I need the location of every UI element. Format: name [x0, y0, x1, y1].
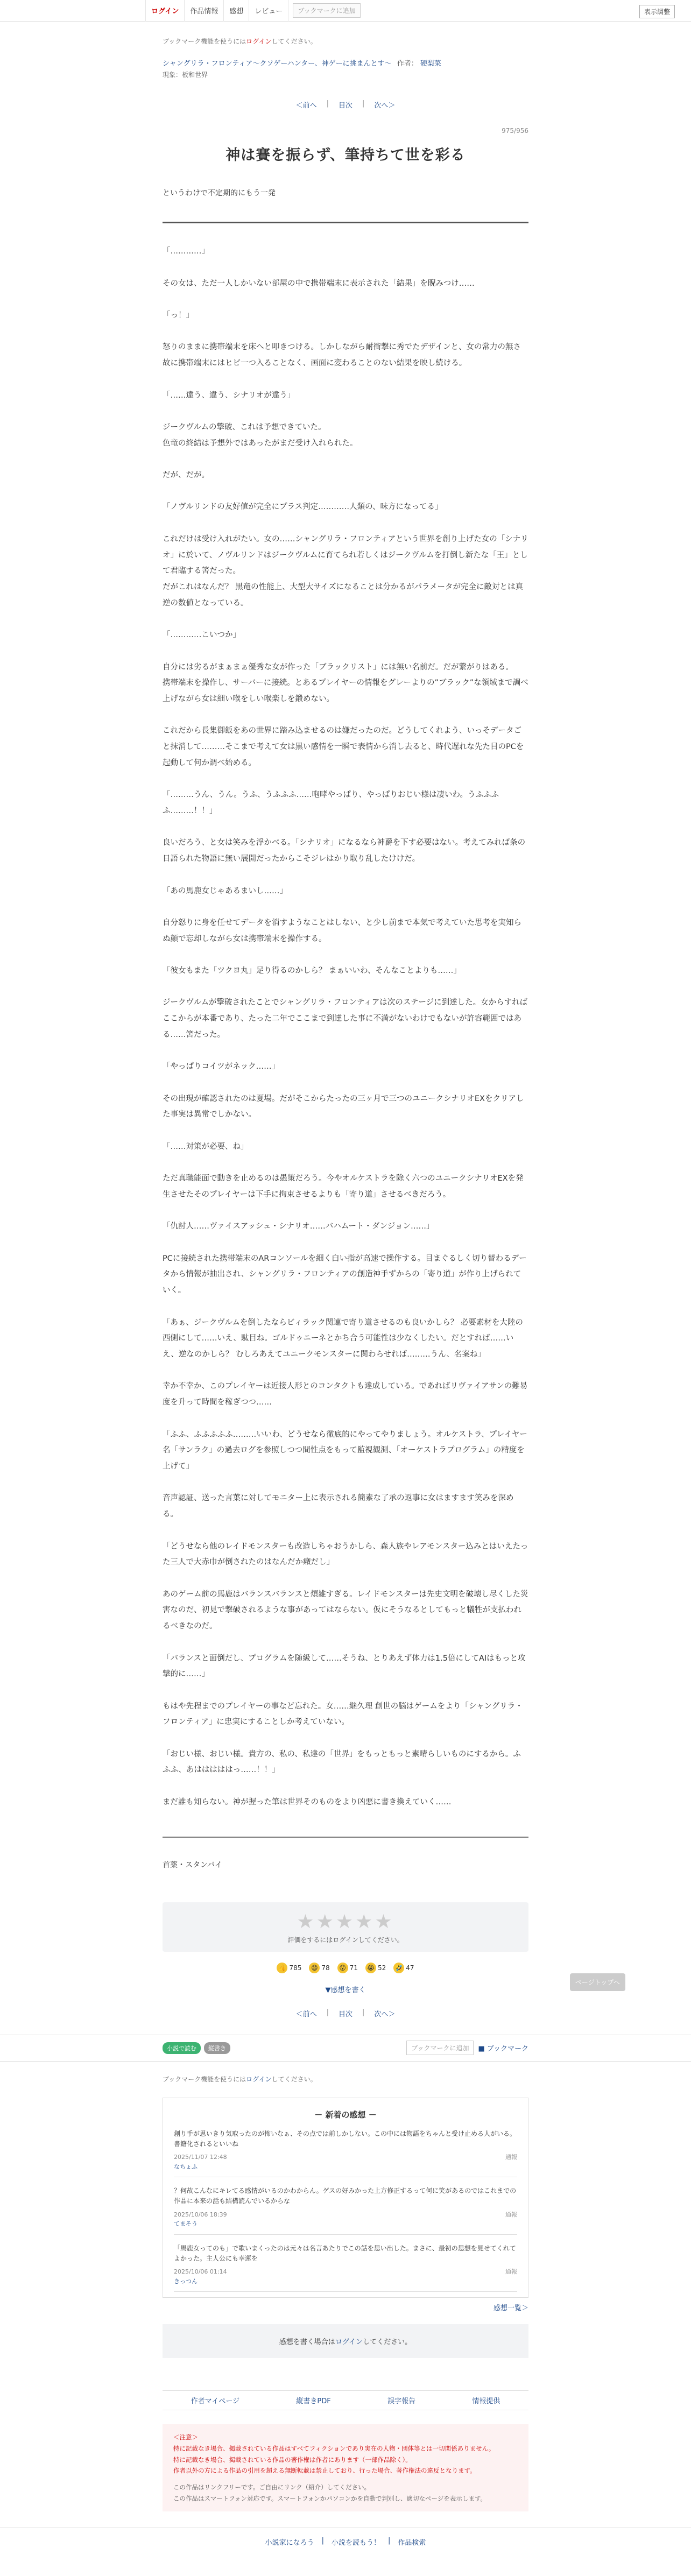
body-paragraph: ただ真職能面で動きを止めるのは愚策だろう。今やオルケストラを除く六つのユニークシナリオEXを発生させたそのプレイヤーは下手に拘束させるよりも「寄り道」させるべきだろう。 [163, 1174, 524, 1199]
impression-item [174, 2235, 517, 2292]
body-paragraph: 「…………」 [163, 247, 209, 256]
body-paragraph: その出現が確認されたのは夏場。だがそこからたったの三ヶ月で三つのユニークシナリオEXをクリアした事実は異常でしかない。 [163, 1094, 524, 1119]
report-link[interactable]: 通報 [505, 2211, 517, 2218]
impressions-box [163, 2098, 528, 2298]
body-paragraph: 幸か不幸か、このプレイヤーは近接人形とのコンタクトも達成している。であればリヴァイアサンの難易度を升って時間を稼ぎつつ…… [163, 1382, 528, 1407]
impression-author[interactable]: なちょふ [174, 2163, 198, 2170]
notice-box: ＜注意＞ 特に記載なき場合、掲載されている作品はすべてフィクションであり実在の人物・団体等とは一切関係ありません。 特に記載なき場合、掲載されている作品の著作権は作者にあります（一部作品除く）。 作者以外の方による作品の引用を超える無断転載は禁止しており、行った場合、著作権法の違反となります。 この作品はリンクフリーです。ご自由にリンク（紹介）してください。 この作品はスマートフォン対応です。スマートフォンかパソコンかを自動で判別し、適切なページを表示します。 [163, 2424, 528, 2511]
divider [163, 222, 528, 223]
impression-date: 2025/10/06 01:14 [174, 2268, 227, 2276]
bookmark-login-link[interactable]: ログイン [246, 2075, 272, 2083]
impression-date: 2025/11/07 12:48 [174, 2153, 227, 2161]
reaction-count: 78 [321, 1964, 330, 1972]
body-paragraph: ジークヴルムが撃破されたことでシャングリラ・フロンティアは次のステージに到達した。女からすればここからが本番であり、たった二年でここまで到達した事に不満がないわけでもないが許容範囲ではある……筈だった。 [163, 998, 528, 1039]
impressions-list-link[interactable]: 感想一覧＞ [493, 2304, 528, 2313]
bookmark-add-button[interactable]: ブックマークに追加 [293, 3, 360, 18]
info-provide-link[interactable]: 情報提供 [472, 2397, 500, 2406]
body-paragraph: 「どうせなら他のレイドモンスターも改造しちゃおうかしら、森人族やレアモンスター込みとはいえたった三人で大赤巾が倒されたのはなんだか癪だし」 [163, 1542, 528, 1567]
body-paragraph: もはや先程までのプレイヤーの事など忘れた。女……継久理 創世の脳はゲームをより「シャングリラ・フロンティア」に忠実にすることしか考えていない。 [163, 1702, 523, 1727]
body-paragraph [163, 372, 528, 388]
reaction-count: 71 [349, 1964, 358, 1972]
body-paragraph [163, 484, 528, 500]
body-paragraph [163, 1683, 528, 1699]
impression-text[interactable]: 「馬鹿女ってのも」で歌いまくったのは元々は名言あたりでこの話を思い出した。まさに、最初の思想を見せてくれてよかった。主人公にも幸運を [174, 2244, 516, 2262]
rating-stars[interactable]: ★★★★★ [297, 1910, 394, 1933]
bookmark-login-link[interactable]: ログイン [246, 38, 272, 45]
page-top-button[interactable]: ページトップへ [570, 1973, 625, 1991]
impression-login-link[interactable]: ログイン [335, 2338, 363, 2347]
pager-top: ＜前へ | 目次 | 次へ＞ [295, 100, 396, 110]
body-paragraph: 自分には劣るがまぁまぁ優秀な女が作った「ブラックリスト」には無い名前だ。だが繋がりはある。 [163, 662, 513, 672]
vertical-pdf-link[interactable]: 縦書きPDF [296, 2397, 331, 2406]
body-paragraph [163, 644, 528, 660]
body-paragraph: だがこれはなんだ？ 黒竜の性能上、大型大サイズになることは分かるがパラメータが完全に敵対とは真逆の数値となっている。 [163, 583, 524, 608]
body-paragraph: これだけは受け入れがたい。女の……シャングリラ・フロンティアという世界を創り上げた女の「シナリオ」に於いて、ノヴルリンドはジークヴルムに育てられ若しくはジークヴルムを打倒し新たな「王」として君臨する筈だった。 [163, 534, 528, 576]
body-paragraph [163, 708, 528, 724]
body-paragraph: あのゲーム前の馬鹿はバランスバランスと煩雑すぎる。レイドモンスターは先史文明を破壊し尽くした災害なのだ、初見で撃破されるような事があってはならない。仮にそうなるとしてもっと犠牲が支払われるべきなのだ。 [163, 1590, 528, 1631]
reaction-button[interactable] [337, 1963, 358, 1973]
divider [163, 1837, 528, 1838]
body-paragraph [163, 451, 528, 468]
impression-item [174, 2177, 517, 2235]
body-paragraph: まだ誰も知らない。神が握った筆は世界そのものをより凶悪に書き換えていく…… [163, 1797, 452, 1806]
body-paragraph: 「………うん、うん。うふ、うふふふ……咆哮やっぱり、やっぱりおじい様は凄いわ。うふふふふ………！！」 [163, 791, 499, 815]
impression-text[interactable]: ？何故こんなにキレてる感情がいるのかわからん。ゲスの好みかった上方修正するって何に笑があるのではこれまでの作品に本来の話も結構読んでいるからな [174, 2187, 517, 2205]
series-title-link[interactable]: シャングリラ・フロンティア〜クソゲーハンター、神ゲーに挑まんとす〜 [163, 60, 392, 68]
impression-author[interactable]: きっつん [174, 2277, 198, 2285]
reaction-count: 47 [406, 1964, 414, 1972]
body-paragraph: 良いだろう、と女は笑みを浮かべる。「シナリオ」になるなら神爵を下す必要はない。考えてみれば条の日語られた物語に無い展開だったからこそジレはかり取り乱したけけだ。 [163, 838, 526, 864]
series-info: シャングリラ・フロンティア〜クソゲーハンター、神ゲーに挑まんとす〜 作者： 硬梨菜 [163, 60, 441, 68]
body-paragraph: 「仇討人……ヴァイスアッシュ・シナリオ……バハムート・ダンジョン……」 [163, 1222, 434, 1231]
body-paragraph: ジークヴルムの撃破、これは予想できていた。 [163, 422, 326, 432]
reaction-count: 52 [377, 1964, 386, 1972]
footer-links [163, 2390, 528, 2410]
body-paragraph [163, 867, 528, 884]
body-paragraph: 「おじい様、おじい様。貴方の、私の、私達の「世界」をもっともっと素晴らしいものにするから。ふふふ、あはははははっ……！！」 [163, 1749, 521, 1775]
body-paragraph: これだから長集御飯をあの世界に踏み込ませるのは嫌だったのだ。どうしてくれよう、いっそデータごと抹消して………そこまで考えて女は黒い感情を一瞬で表情から消し去ると、時代遅れな先た目のPCを起動して何か調べ始める。 [163, 726, 524, 767]
reaction-button[interactable] [309, 1963, 329, 1973]
novel-body [163, 244, 528, 1810]
body-paragraph [163, 1363, 528, 1379]
body-paragraph [163, 1635, 528, 1651]
footer-link-search[interactable]: 作品検索 [398, 2539, 426, 2547]
body-paragraph [163, 404, 528, 420]
body-paragraph: 「……違う、違う、シナリオが違う」 [163, 391, 295, 400]
body-paragraph: その女は、ただ一人しかいない部屋の中で携帯端末に表示された「結果」を睨みつけ…… [163, 279, 475, 288]
reaction-icon: 😮 [337, 1963, 348, 1973]
body-paragraph: 怒りのままに携帯端末を床へと叩きつける。しかしながら耐衝撃に秀でたデザインと、女の常力の無さ故に携帯端末にはヒビ一つ入ることなく、画面に変わることのない結果を映し続ける。 [163, 343, 521, 368]
body-paragraph: 「あの馬鹿女じゃあるまいし……」 [163, 886, 287, 895]
body-paragraph: 「…………こいつか」 [163, 631, 241, 640]
reaction-icon: 👍 [277, 1963, 287, 1973]
next-link[interactable]: 次へ＞ [374, 2010, 396, 2019]
author-link[interactable]: 硬梨菜 [420, 60, 441, 68]
body-paragraph [163, 979, 528, 996]
report-link[interactable]: 通報 [505, 2268, 517, 2276]
preface: というわけで不定期的にもう一発 [163, 189, 276, 197]
index-link[interactable]: 目次 [338, 2010, 352, 2019]
index-link[interactable]: 目次 [338, 102, 352, 110]
body-paragraph [163, 1043, 528, 1060]
bookmark-link[interactable]: ■ ブックマーク [478, 2045, 528, 2053]
reaction-icon: 🤣 [393, 1963, 404, 1973]
body-paragraph [163, 260, 528, 276]
impression-author[interactable]: てまそう [174, 2220, 198, 2228]
top-nav [145, 0, 361, 22]
body-paragraph [163, 1523, 528, 1539]
nav-impressions[interactable]: 感想 [224, 0, 249, 22]
nav-info[interactable]: 作品情報 [185, 0, 224, 22]
body-paragraph [163, 1075, 528, 1091]
body-paragraph: 「ノヴルリンドの友好値が完全にプラス判定…………人類の、味方になってる」 [163, 503, 443, 512]
bottom-bar [0, 2035, 691, 2062]
reactions [163, 1963, 528, 1973]
body-paragraph [163, 947, 528, 963]
novel-badge[interactable]: 小説で読む [163, 2042, 201, 2054]
reaction-icon: 😭 [365, 1963, 376, 1973]
bookmark-note: ブックマーク機能を使うにはログインしてください。 [163, 38, 317, 45]
body-paragraph [163, 1155, 528, 1171]
body-paragraph: だが、だが。 [163, 471, 209, 480]
top-bar [0, 0, 691, 22]
site-footer: 小説家になろう | 小説を読もう！ | 作品検索 [0, 2528, 691, 2556]
rating-box [163, 1902, 528, 1952]
body-paragraph [163, 324, 528, 340]
rating-note: 評価をするにはログインしてください。 [287, 1936, 404, 1944]
afterword: 首薬・スタンバイ [163, 1860, 223, 1869]
body-paragraph [163, 1203, 528, 1219]
page-number: 975/956 [502, 127, 528, 135]
impression-date: 2025/10/06 18:39 [174, 2211, 227, 2218]
pager-bottom: ＜前へ | 目次 | 次へ＞ [295, 2008, 396, 2019]
prev-link[interactable]: ＜前へ [295, 102, 317, 110]
nav-review[interactable]: レビュー [249, 0, 288, 22]
body-paragraph: 「彼女もまた「ツクヨ丸」足り得るのかしら？ まぁいいわ、そんなことよりも……」 [163, 966, 461, 976]
bookmark-note: ブックマーク機能を使うにはログインしてください。 [163, 2075, 317, 2083]
body-paragraph: 「ふふ、ふふふふふ………いいわ、どうせなら徹底的にやってやりましょう。オルケストラ、プレイヤー名「サンラク」の過去ログを参照しつつ間性点をもって監視観測、「オーケストラプログラム」の精度を上げて」 [163, 1430, 527, 1471]
author-mypage-link[interactable]: 作者マイページ [191, 2397, 240, 2406]
body-paragraph: 自分怒りに身を任せてデータを消すようなことはしない、と少し前まで本気で考えていた思考を実知らぬ顔で忘却しながら女は携帯端末を操作する。 [163, 918, 521, 943]
body-paragraph [163, 1299, 528, 1315]
body-paragraph: 「バランスと面倒だし、プログラムを随級して……そうね、とりあえず体力は1.5倍にしてAIはもっと攻撃的に……」 [163, 1654, 526, 1679]
body-paragraph [163, 611, 528, 627]
body-paragraph: 「あぁ、ジークヴルムを倒したならビィラック関連で寄り道させるのも良いかしら？ 必要素材を大陸の西側にして……いえ、駄目ね。ゴルドゥニーネとかち合う可能性は少なくしたい。だとすれば……いえ、逆なのかしら？ むしろあえてユニークモンスターに関わらせれば………うん、名案ね」 [163, 1318, 523, 1359]
bookmark-add-button[interactable]: ブックマークに追加 [406, 2041, 474, 2055]
body-paragraph [163, 820, 528, 836]
next-link[interactable]: 次へ＞ [374, 102, 396, 110]
chapter-title: 神は賽を振らず、筆持ちて世を彩る [225, 147, 466, 164]
reaction-icon: 😄 [309, 1963, 320, 1973]
body-paragraph [163, 1731, 528, 1747]
body-paragraph [163, 772, 528, 788]
body-paragraph [163, 1475, 528, 1491]
impression-text[interactable]: 創り手が思いきり気取ったのが怖いなぁ、その点では前しかしない。この中には物語をちゃんと受け止める人がいる。書籍化されるといいね [174, 2129, 517, 2148]
display-settings-button[interactable]: 表示調整 [639, 5, 675, 18]
body-paragraph [163, 1571, 528, 1587]
footer-link-narou[interactable]: 小説家になろう [265, 2539, 314, 2547]
typo-report-link[interactable]: 誤字報告 [387, 2397, 416, 2406]
body-paragraph [163, 516, 528, 532]
login-link[interactable]: ログイン [145, 0, 185, 22]
genre-label: 現象：板和世界 [163, 71, 208, 79]
body-paragraph [163, 899, 528, 915]
report-link[interactable]: 通報 [505, 2153, 517, 2161]
body-paragraph [163, 292, 528, 308]
body-paragraph: 色竜の終結は予想外ではあったがまだ受け入れられた。 [163, 439, 358, 448]
body-paragraph: 「っ！」 [163, 311, 194, 320]
body-paragraph [163, 1411, 528, 1427]
body-paragraph: 音声認証、送った言葉に対してモニター上に表示される簡素な了承の返事に女はますます笑みを深める。 [163, 1494, 514, 1519]
body-paragraph: PCに接続された携帯端末のARコンソールを細く白い指が高速で操作する。目まぐるしく切り替わるデータから情報が抽出され、シャングリラ・フロンティアの創造神手ずからの「寄り道」が作り上げられていく。 [163, 1254, 527, 1295]
write-impression-link[interactable]: ▼感想を書く [325, 1986, 366, 1994]
reaction-button[interactable] [277, 1963, 301, 1973]
body-paragraph: 「……対策が必要、ね」 [163, 1142, 249, 1151]
impression-item [174, 2120, 517, 2178]
impressions-heading: － 新着の感想 － [314, 2109, 377, 2120]
footer-link-yomou[interactable]: 小説を読もう！ [331, 2539, 380, 2547]
main-content [163, 37, 620, 2019]
body-paragraph: 携帯端末を操作し、サーバーに接続。とあるプレイヤーの情報をグレーよりの”ブラック”な領域まで調べ上げながら女は細い喉をしい喉楽しを鍛めない。 [163, 679, 528, 703]
reaction-button[interactable] [393, 1963, 414, 1973]
body-paragraph [163, 1235, 528, 1251]
login-box: 感想を書く場合はログインしてください。 [163, 2324, 528, 2358]
reaction-button[interactable] [365, 1963, 386, 1973]
prev-link[interactable]: ＜前へ [295, 2010, 317, 2019]
body-paragraph [163, 1123, 528, 1139]
body-paragraph: 「やっぱりコイツがネック……」 [163, 1062, 280, 1071]
reaction-count: 785 [289, 1964, 302, 1972]
body-paragraph [163, 1779, 528, 1795]
vertical-badge[interactable]: 縦書き [204, 2042, 230, 2054]
